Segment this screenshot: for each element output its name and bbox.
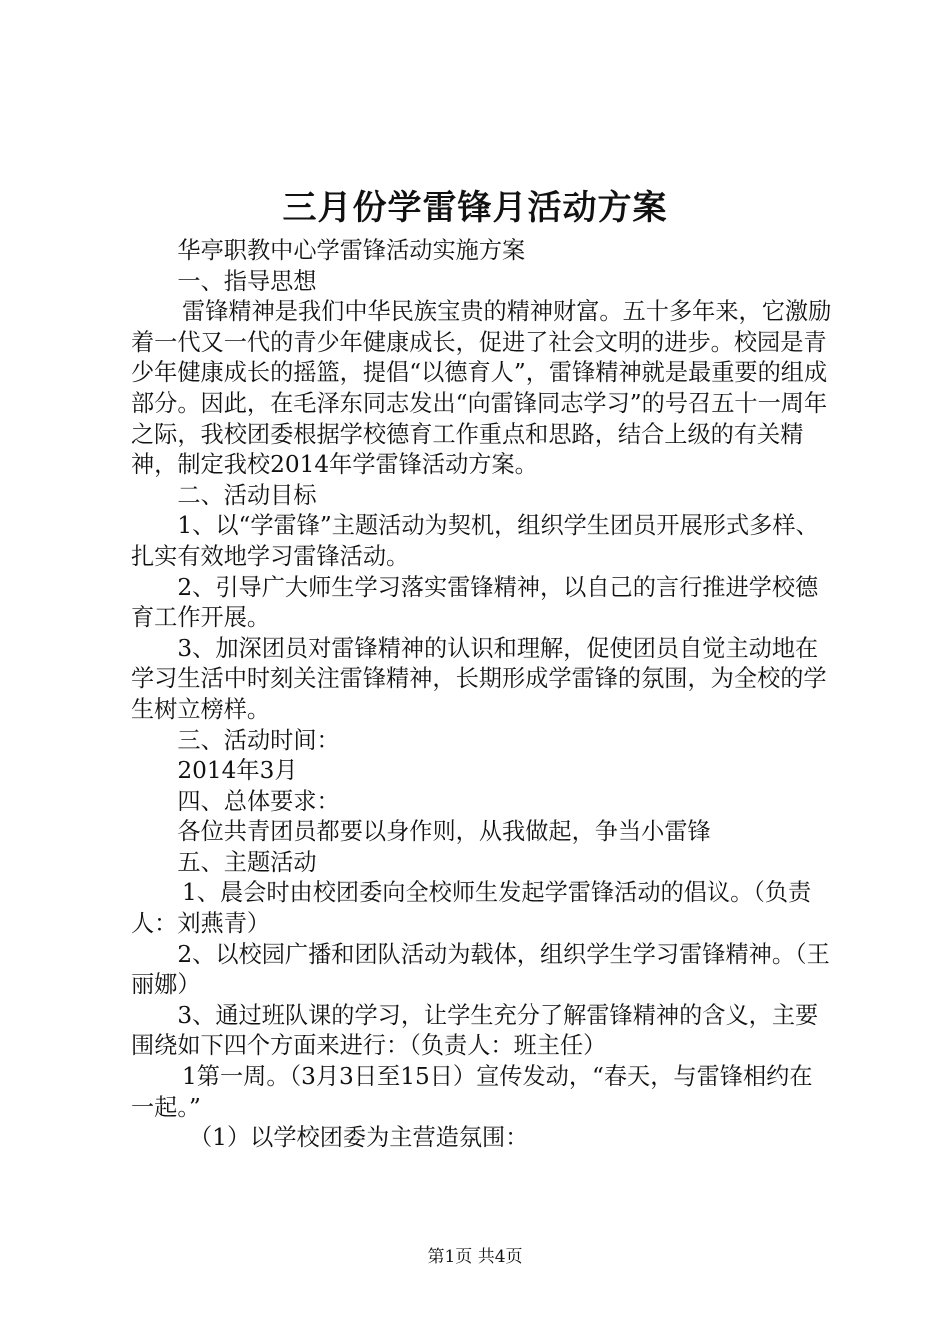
body-paragraph: 3、加深团员对雷锋精神的认识和理解，促使团员自觉主动地在学习生活中时刻关注雷锋精神，长期形成学雷锋的氛围，为全校的学生树立榜样。 xyxy=(131,634,827,723)
document-title: 三月份学雷锋月活动方案 xyxy=(282,188,668,228)
body-paragraph: 2、引导广大师生学习落实雷锋精神，以自己的言行推进学校德育工作开展。 xyxy=(131,573,819,632)
document-body xyxy=(131,236,835,1154)
section-heading: 三、活动时间： xyxy=(177,726,340,754)
body-paragraph: 雷锋精神是我们中华民族宝贵的精神财富。五十多年来，它激励着一代又一代的青少年健康成长，促进了社会文明的进步。校园是青少年健康成长的摇篮，提倡“以德育人”，雷锋精神就是最重要的组成部分。因此，在毛泽东同志发出“向雷锋同志学习”的号召五十一周年之际，我校团委根据学校德育工作重点和思路，结合上级的有关精神，制定我校2014年学雷锋活动方案。 xyxy=(131,298,832,479)
section-heading: 二、活动目标 xyxy=(177,481,317,509)
section-heading: 一、指导思想 xyxy=(177,267,317,295)
body-paragraph: 1第一周。（3月3日至15日）宣传发动，“春天，与雷锋相约在一起。” xyxy=(131,1063,813,1121)
subtitle-paragraph: 华亭职教中心学雷锋活动实施方案 xyxy=(177,237,526,264)
body-paragraph: （1）以学校团委为主营造氛围： xyxy=(189,1124,529,1152)
body-paragraph: 3、通过班队课的学习，让学生充分了解雷锋精神的含义，主要围绕如下四个方面来进行：（负责人：班主任） xyxy=(131,1001,819,1060)
body-paragraph: 各位共青团员都要以身作则，从我做起，争当小雷锋 xyxy=(177,818,711,846)
body-paragraph: 1、以“学雷锋”主题活动为契机，组织学生团员开展形式多样、扎实有效地学习雷锋活动。 xyxy=(131,512,819,570)
page-footer: 第1页 共4页 xyxy=(427,1247,523,1267)
section-heading: 四、总体要求： xyxy=(177,787,340,815)
body-paragraph: 2、以校园广播和团队活动为载体，组织学生学习雷锋精神。（王丽娜） xyxy=(131,940,830,999)
section-heading: 五、主题活动 xyxy=(177,848,317,876)
body-paragraph: 1、晨会时由校团委向全校师生发起学雷锋活动的倡议。（负责人：刘燕青） xyxy=(131,879,812,938)
body-paragraph: 2014年3月 xyxy=(177,757,298,785)
